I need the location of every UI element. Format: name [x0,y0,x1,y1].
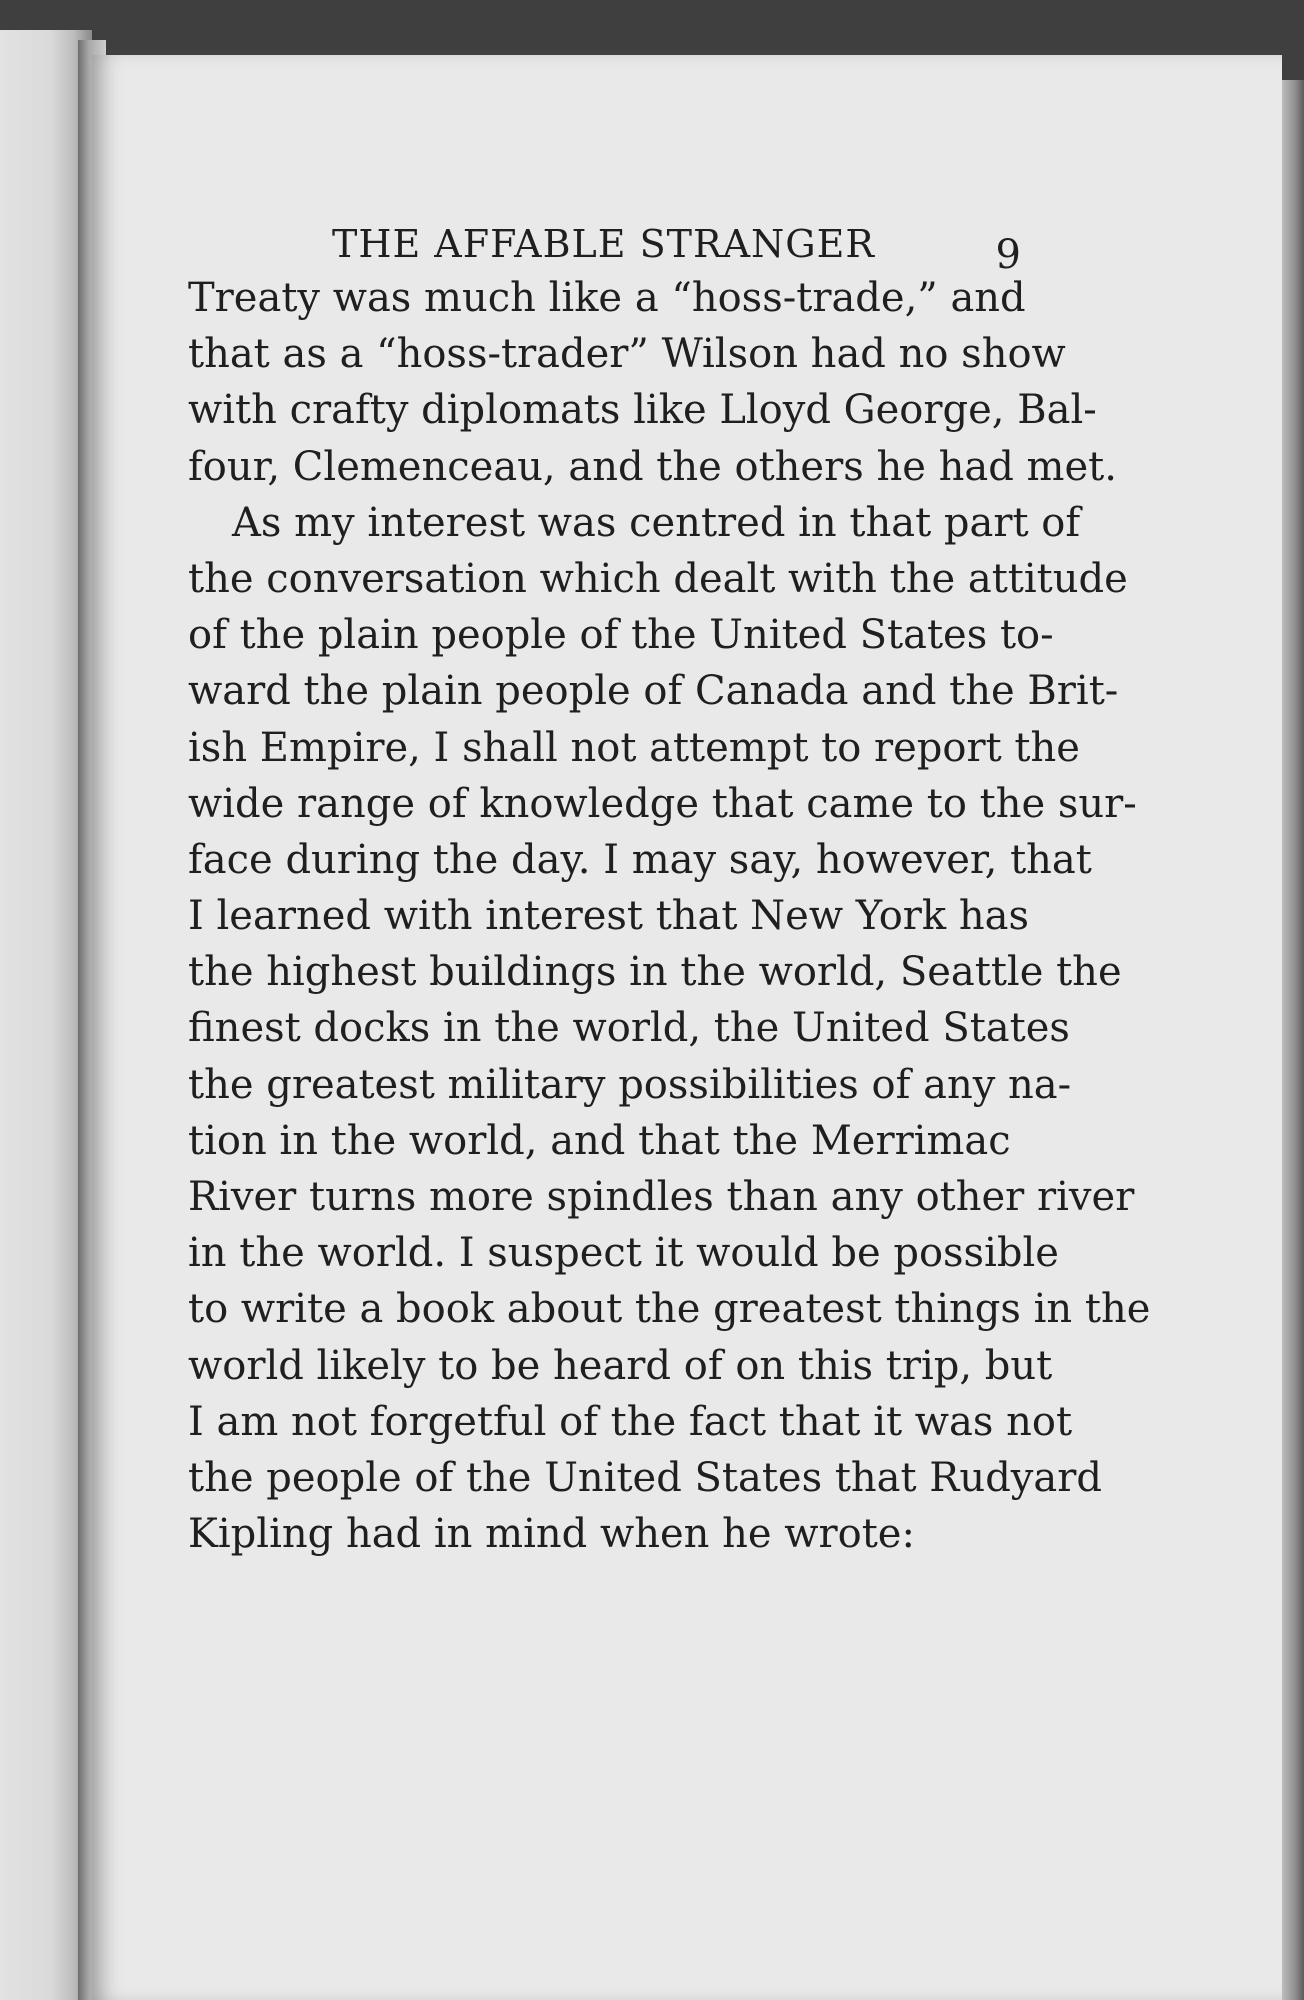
text-line: four, Clemenceau, and the others he had met. [188,443,1117,490]
text-line: that as a “hoss-trader” Wilson had no show [188,331,1066,378]
text-line: Kipling had in mind when he wrote: [188,1511,915,1558]
text-line: to write a book about the greatest things in the [188,1286,1151,1333]
text-line: River turns more spindles than any other river [188,1174,1135,1220]
text-line: ward the plain people of Canada and the Brit- [188,668,1119,715]
text-line: world likely to be heard of on this trip, but [188,1342,1053,1389]
text-line: finest docks in the world, the United States [188,1005,1070,1052]
text-line: tion in the world, and that the Merrimac [188,1117,1011,1164]
text-line: I am not forgetful of the fact that it was not [188,1398,1073,1445]
text-line: As my interest was centred in that part of [232,499,1081,546]
running-head [188,210,1022,278]
text-line: with crafty diplomats like Lloyd George, Bal- [188,387,1097,434]
body-text [188,270,1151,1562]
text-line: I learned with interest that New York has [188,893,1030,940]
text-line: in the world. I suspect it would be possible [188,1230,1059,1277]
text-line: face during the day. I may say, however, that [188,836,1092,883]
running-head-title: THE AFFABLE STRANGER [332,222,875,266]
text-line: Treaty was much like a “hoss-trade,” and [188,275,1026,321]
page-edge-right [1282,80,1304,2000]
text-line: the highest buildings in the world, Seattle the [188,949,1122,996]
page-text [188,210,1151,1562]
text-line: the conversation which dealt with the attitude [188,555,1128,602]
text-line: the people of the United States that Rudyard [188,1454,1102,1501]
text-line: of the plain people of the United States to- [188,612,1054,659]
text-line: wide range of knowledge that came to the sur- [188,780,1137,827]
text-line: ish Empire, I shall not attempt to report the [188,724,1080,771]
text-line: the greatest military possibilities of any na- [188,1061,1072,1108]
page-number: 9 [995,232,1022,278]
